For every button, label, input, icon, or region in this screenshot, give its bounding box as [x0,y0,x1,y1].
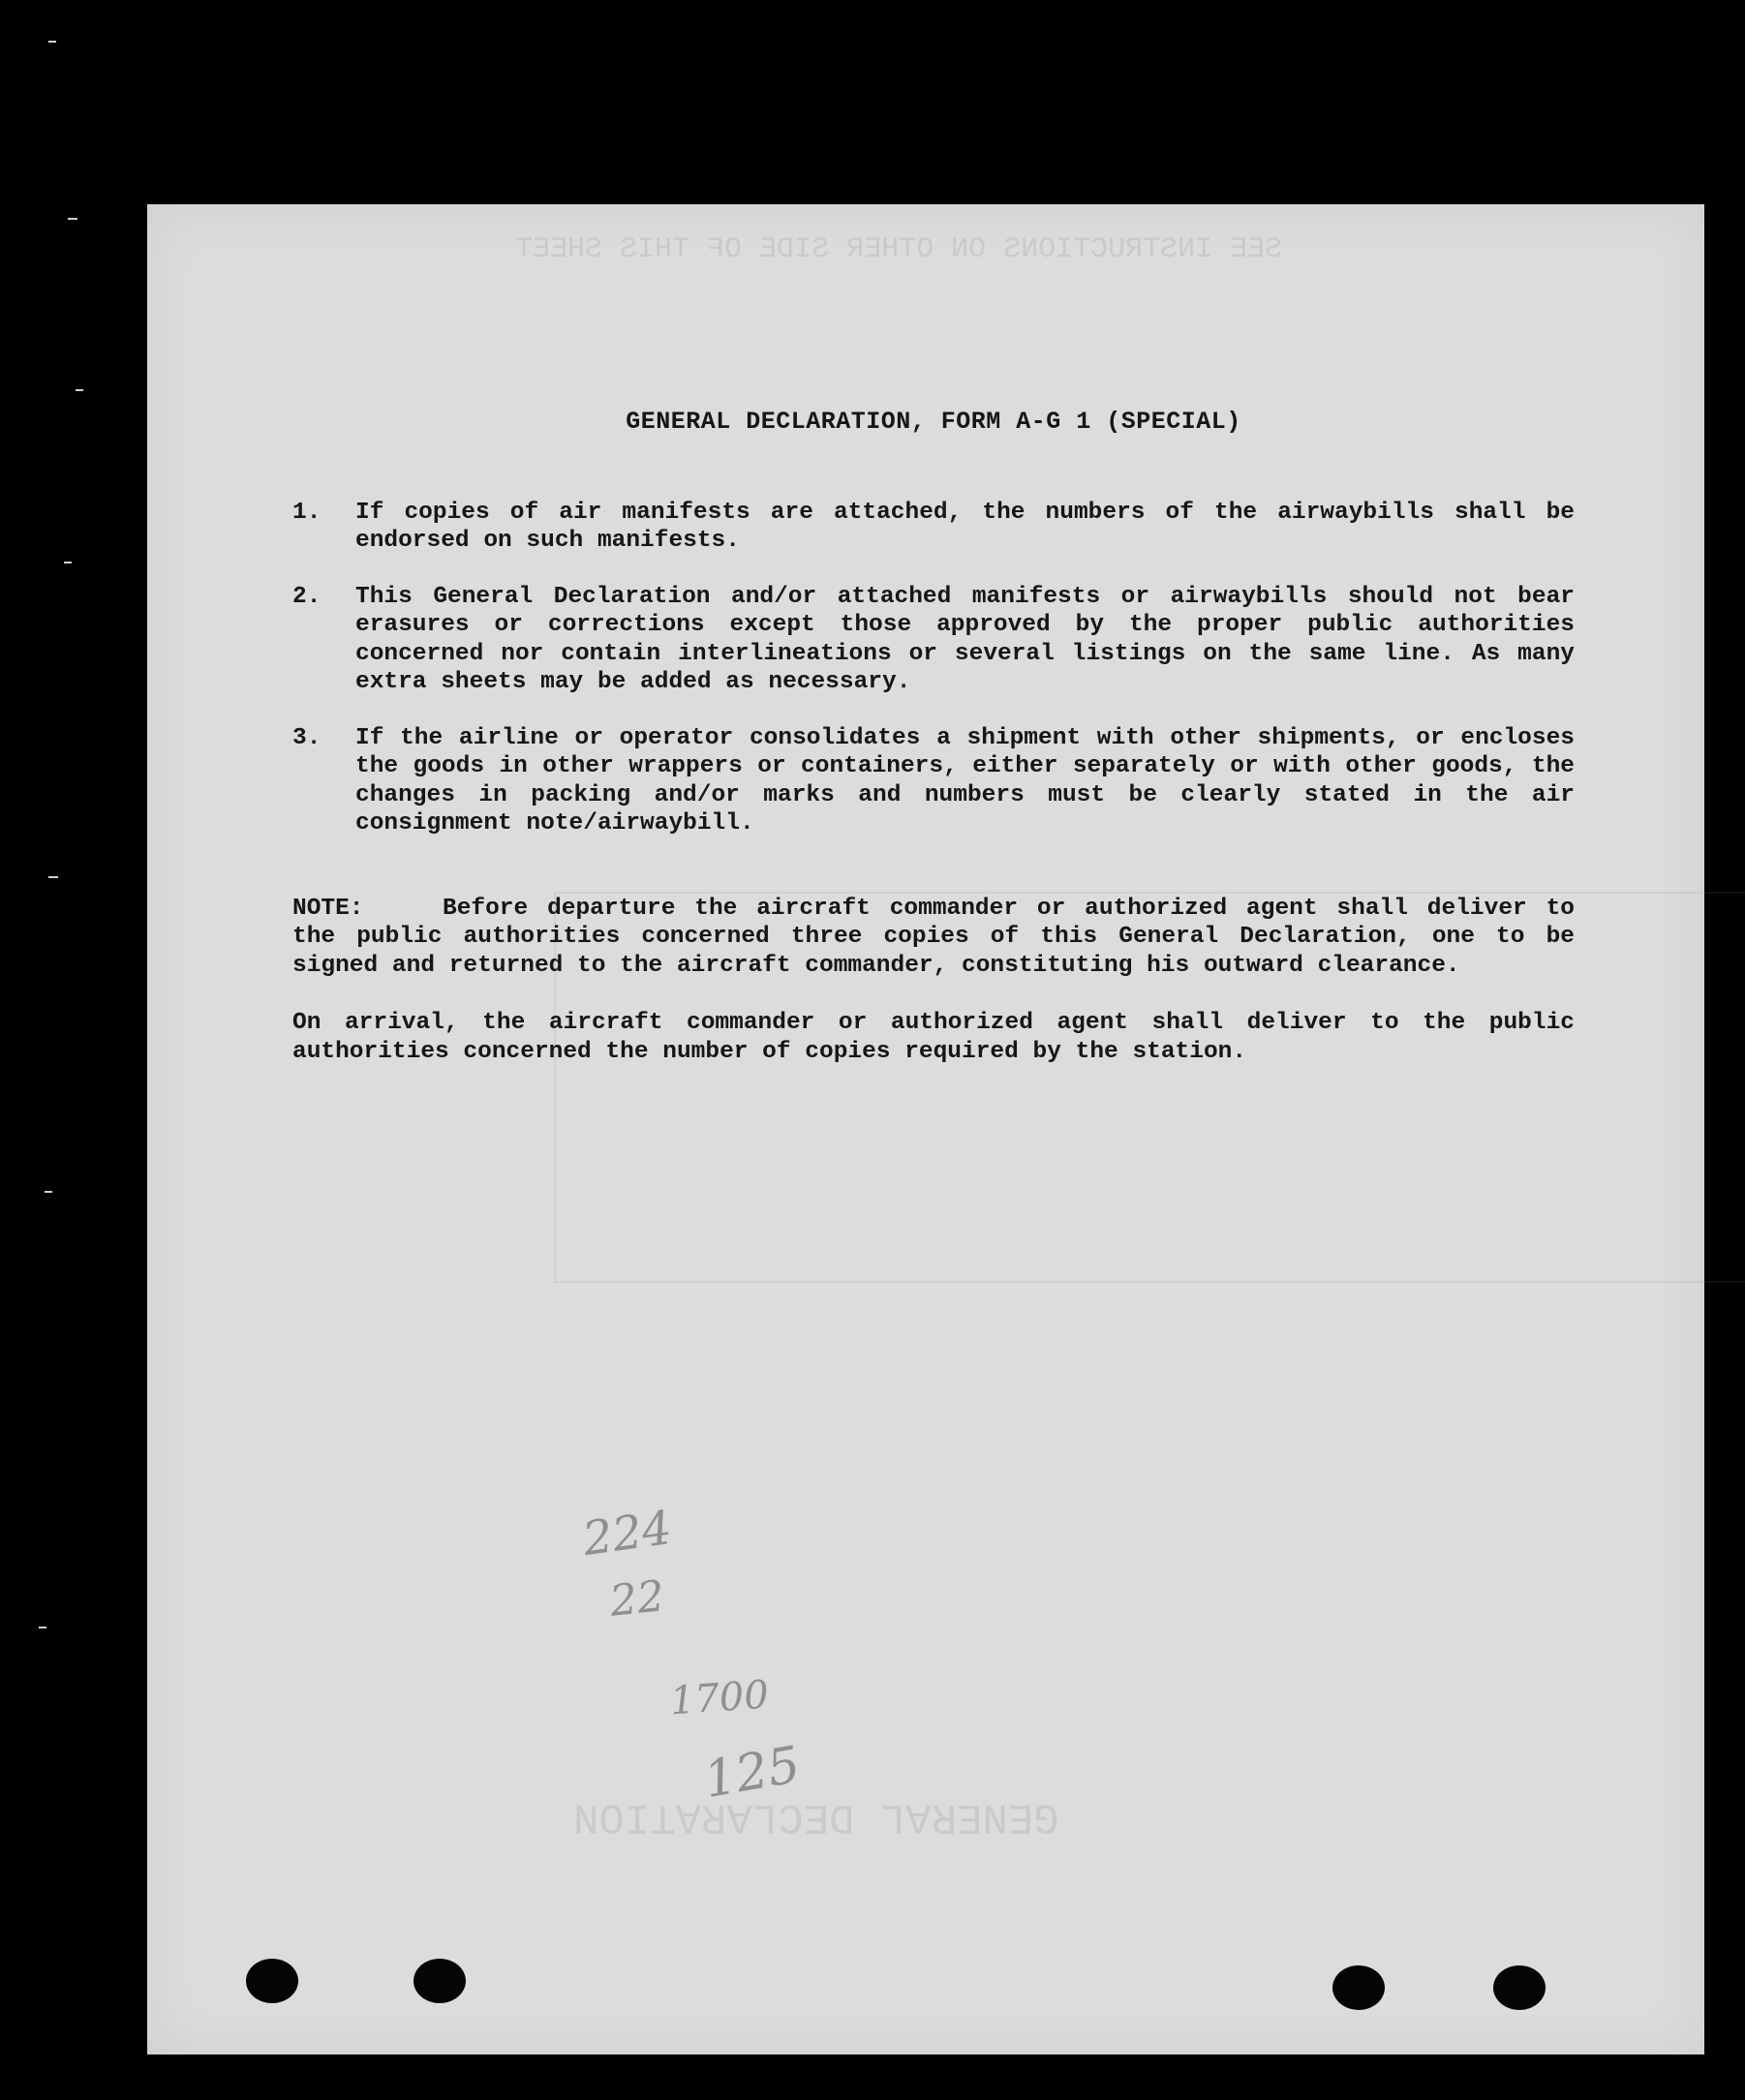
scan-speck [48,876,58,878]
punch-hole [413,1959,466,2003]
bleed-through-top: SEE INSTRUCTIONS ON OTHER SIDE OF THIS SHEET [515,233,1283,266]
scan-speck [76,389,83,391]
handwritten-note: 1700 [668,1672,771,1724]
note-paragraph [292,895,1575,981]
scan-speck [39,1627,46,1628]
note-label: NOTE: [292,895,364,922]
handwritten-note: 125 [699,1735,805,1811]
item-text: If copies of air manifests are attached, the numbers of the airwaybills shall be endorsed on such manifests. [355,499,1575,554]
document-title: GENERAL DECLARATION, FORM A-G 1 (SPECIAL) [626,408,1241,436]
list-item [292,583,1575,697]
note-text: Before departure the aircraft commander or authorized agent shall deliver to the public authorities concerned three copies of this General Declaration, one to be signed and returned to the aircraft commander, constituting his outward clearance. [292,895,1575,979]
item-text: If the airline or operator consolidates a shipment with other shipments, or encloses the goods in other wrappers or containers, either separately or with other goods, the changes in packing and/or marks and numbers must be clearly stated in the air consignment note/airwaybill. [355,724,1575,837]
list-item [292,499,1575,556]
scan-speck [64,562,72,563]
scan-speck [45,1191,52,1193]
paper-sheet [147,204,1704,2054]
handwritten-note: 224 [579,1500,676,1567]
item-number: 1. [292,499,321,526]
item-number: 2. [292,583,321,610]
list-item [292,724,1575,838]
punch-hole [246,1959,298,2003]
punch-hole [1493,1965,1546,2010]
scan-speck [48,41,56,43]
handwritten-note: 22 [607,1571,667,1627]
scan-speck [68,218,77,220]
arrival-paragraph: On arrival, the aircraft commander or authorized agent shall deliver to the public authorities concerned the number of copies required by the station. [292,1010,1575,1065]
bleed-through-bottom: GENERAL DECLARATION [573,1792,1059,1841]
item-number: 3. [292,724,321,751]
item-text: This General Declaration and/or attached manifests or airwaybills should not bear erasures or corrections except those approved by the proper public authorities concerned nor contain interlineations or several listings on the same line. As many extra sheets may be added as necessary. [355,583,1575,695]
punch-hole [1332,1965,1385,2010]
declaration-content [292,408,1575,1066]
